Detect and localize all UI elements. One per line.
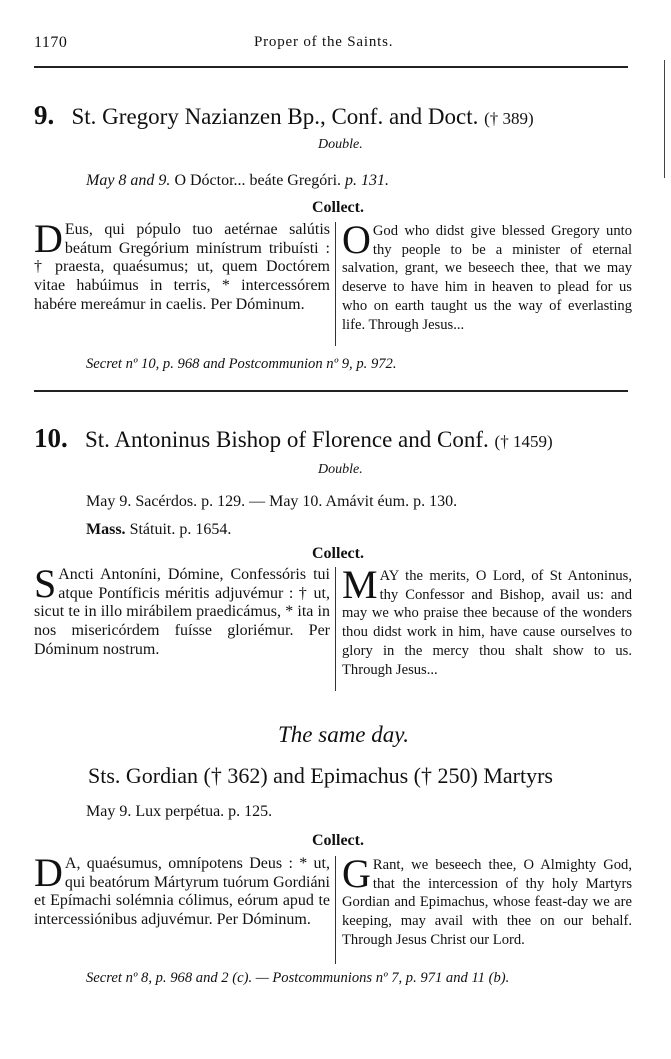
same-day-title: Sts. Gordian († 362) and Epimachus († 250) Martyrs: [88, 763, 553, 788]
drop-cap: D: [34, 216, 63, 261]
entry-10-mass: Mass. Státuit. p. 1654.: [86, 521, 232, 538]
same-day-secret-line: Secret nº 8, p. 968 and 2 (c). — Postcommunions nº 7, p. 971 and 11 (b).: [86, 970, 510, 986]
running-header: [34, 34, 634, 56]
entry-10-collect-heading: Collect.: [312, 545, 364, 562]
entry-9-title: 9. St. Gregory Nazianzen Bp., Conf. and Doct. († 389): [34, 100, 534, 130]
entry-9-collect-heading: Collect.: [312, 199, 364, 216]
same-day-latin-collect: D A, quaésumus, omnípotens Deus : * ut, qui beatórum Mártyrum tuórum Gordiáni et Epímachi solémnia cólimus, eórum apud te intercessiónibus adjuvémur. Per Dóminum.: [34, 850, 330, 929]
drop-cap: D: [34, 850, 63, 895]
same-day-ref: May 9. Lux perpétua. p. 125.: [86, 803, 273, 820]
column-divider: [335, 567, 336, 691]
column-divider: [335, 222, 336, 346]
entry-10-latin-collect: S Ancti Antoníni, Dómine, Confessóris tui atque Pontíficis méritis adjuvémur : † ut, sicut te in illo mirábilem praedicámus, * ita in nos misericórdem fuísse gloriémur. Per Dóminum nostrum.: [34, 561, 330, 658]
margin-rule: [664, 60, 665, 178]
running-title: Proper of the Saints.: [254, 34, 394, 50]
drop-cap: S: [34, 561, 57, 606]
entry-9-rank: Double.: [318, 137, 363, 152]
drop-cap: M: [342, 562, 378, 607]
entry-10-rank: Double.: [318, 462, 363, 477]
same-day-heading: The same day.: [278, 722, 409, 747]
page-number: 1170: [34, 34, 68, 51]
entry-9-secret-line: Secret nº 10, p. 968 and Postcommunion nº 9, p. 972.: [86, 356, 397, 372]
entry-10-ref: May 9. Sacérdos. p. 129. — May 10. Amávit éum. p. 130.: [86, 493, 458, 510]
entry-9-english-collect: O God who didst give blessed Gregory unto thy people to be a minister of eternal salvation, grant, we beseech thee, that we may deserve to have him in heaven to plead for us who on earth taught us the way of everlasting life. Through Jesus...: [342, 217, 632, 333]
entry-9-latin-collect: D Eus, qui pópulo tuo aetérnae salútis beátum Gregórium minístrum tribuísti : † praesta, quaésumus; ut, quem Doctórem vitae habúimus in terris, * intercessórem habére mereámur in caelis. Per Dóminum.: [34, 216, 330, 313]
drop-cap: O: [342, 217, 371, 262]
entry-10-english-collect: MAY the merits, O Lord, of St Antoninus, thy Confessor and Bishop, avail us: and may we who praise thee because of the wonders thou didst work in him, have cause ourselves to glory in the mercy thou shalt show to us. Through Jesus...: [342, 562, 632, 678]
entry-9-ref: May 8 and 9. O Dóctor... beáte Gregóri. p. 131.: [86, 172, 390, 189]
drop-cap: G: [342, 851, 371, 896]
entry-10-title: 10. St. Antoninus Bishop of Florence and Conf. († 1459): [34, 423, 553, 453]
column-divider: [335, 856, 336, 964]
header-rule: [34, 66, 628, 68]
section-rule: [34, 390, 628, 392]
same-day-english-collect: G Rant, we beseech thee, O Almighty God, that the intercession of thy holy Martyrs Gordian and Epimachus, whose feast-day we are keeping, may avail with thee on our behalf. Through Jesus Christ our Lord.: [342, 851, 632, 948]
same-day-collect-heading: Collect.: [312, 832, 364, 849]
